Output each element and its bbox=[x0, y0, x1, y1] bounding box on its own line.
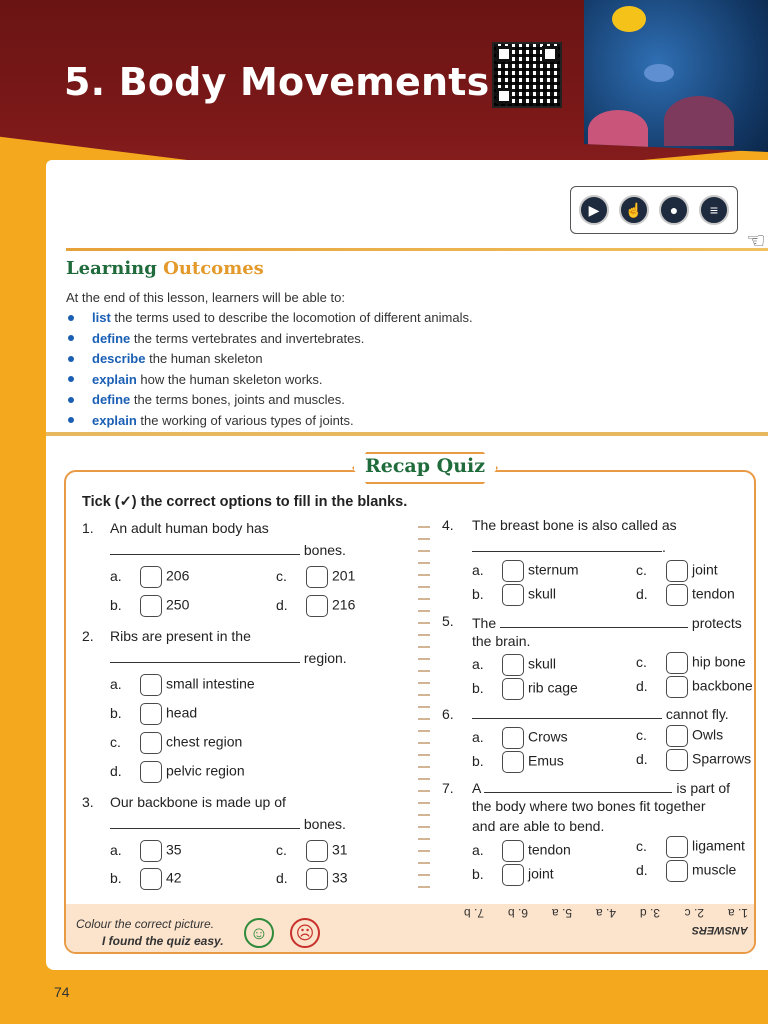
checkbox[interactable] bbox=[666, 560, 688, 582]
option-a[interactable]: a. Crows bbox=[472, 727, 568, 749]
checkbox[interactable] bbox=[306, 566, 328, 588]
option-d[interactable]: d. 216 bbox=[276, 595, 355, 617]
option-a[interactable]: a. tendon bbox=[472, 840, 571, 862]
checkbox[interactable] bbox=[666, 676, 688, 698]
smiley-face-icon[interactable]: ☺ bbox=[244, 918, 274, 948]
checkbox[interactable] bbox=[140, 732, 162, 754]
option-b[interactable]: b. skull bbox=[472, 584, 556, 606]
checkbox[interactable] bbox=[140, 566, 162, 588]
divider bbox=[66, 248, 768, 251]
question-text: A is part of bbox=[472, 780, 731, 796]
question-text: The breast bone is also called as bbox=[472, 517, 677, 533]
question-number: 1. bbox=[82, 520, 94, 536]
checkbox[interactable] bbox=[666, 652, 688, 674]
option-c[interactable]: c. ligament bbox=[636, 836, 745, 858]
list-item: explain the working of various types of joints. bbox=[66, 411, 473, 432]
checkbox[interactable] bbox=[502, 840, 524, 862]
question-text-line2: the body where two bones fit together bbox=[472, 798, 706, 814]
question-blank-line: cannot fly. bbox=[472, 704, 729, 722]
question-text-line3: and are able to bend. bbox=[472, 818, 605, 834]
option-a[interactable]: a. small intestine bbox=[110, 674, 255, 696]
option-c[interactable]: c. 201 bbox=[276, 566, 355, 588]
question-text: Ribs are present in the bbox=[110, 628, 251, 644]
chapter-title: 5. Body Movements bbox=[64, 60, 490, 104]
question-blank-line: bones. bbox=[110, 540, 346, 558]
option-d[interactable]: d. Sparrows bbox=[636, 749, 751, 771]
list-item: define the terms vertebrates and invertebrates. bbox=[66, 329, 473, 350]
checkbox[interactable] bbox=[666, 725, 688, 747]
option-b[interactable]: b. joint bbox=[472, 864, 554, 886]
quiz-instruction: Tick (✓) the correct options to fill in the blanks. bbox=[82, 494, 408, 510]
option-b[interactable]: b. 42 bbox=[110, 868, 182, 890]
option-d[interactable]: d. 33 bbox=[276, 868, 348, 890]
pointing-hand-icon: ☜ bbox=[746, 228, 766, 253]
checkbox[interactable] bbox=[306, 840, 328, 862]
checkbox[interactable] bbox=[666, 836, 688, 858]
notes-icon[interactable]: ≡ bbox=[699, 195, 729, 225]
checkbox[interactable] bbox=[140, 703, 162, 725]
column-divider bbox=[418, 520, 430, 890]
option-d[interactable]: d. pelvic region bbox=[110, 761, 245, 783]
checkbox[interactable] bbox=[502, 654, 524, 676]
option-d[interactable]: d. backbone bbox=[636, 676, 753, 698]
checkbox[interactable] bbox=[666, 749, 688, 771]
checkbox[interactable] bbox=[502, 584, 524, 606]
option-b[interactable]: b. head bbox=[110, 703, 197, 725]
qr-code[interactable] bbox=[492, 42, 562, 108]
divider bbox=[46, 432, 768, 436]
interactive-icon[interactable]: ☝ bbox=[619, 195, 649, 225]
video-icon[interactable]: ▶ bbox=[579, 195, 609, 225]
checkbox[interactable] bbox=[140, 840, 162, 862]
question-blank-line: . bbox=[472, 537, 666, 555]
list-item: list the terms used to describe the locomotion of different animals. bbox=[66, 308, 473, 329]
person-icon[interactable]: ● bbox=[659, 195, 689, 225]
learning-outcomes-list bbox=[66, 308, 473, 431]
question-text: Our backbone is made up of bbox=[110, 794, 286, 810]
page-number: 74 bbox=[54, 984, 70, 1000]
learning-outcomes-intro: At the end of this lesson, learners will be able to: bbox=[66, 290, 345, 305]
option-c[interactable]: c. 31 bbox=[276, 840, 348, 862]
question-number: 3. bbox=[82, 794, 94, 810]
checkbox[interactable] bbox=[140, 674, 162, 696]
checkbox[interactable] bbox=[306, 868, 328, 890]
question-text: The protects bbox=[472, 615, 742, 631]
question-blank-line: region. bbox=[110, 648, 347, 666]
checkbox[interactable] bbox=[666, 860, 688, 882]
option-d[interactable]: d. muscle bbox=[636, 860, 736, 882]
option-a[interactable]: a. skull bbox=[472, 654, 556, 676]
option-c[interactable]: c. joint bbox=[636, 560, 718, 582]
question-text-line2: the brain. bbox=[472, 633, 531, 649]
option-b[interactable]: b. Emus bbox=[472, 751, 564, 773]
question-number: 7. bbox=[442, 780, 454, 796]
checkbox[interactable] bbox=[502, 678, 524, 700]
coral-reef-picture bbox=[584, 0, 768, 160]
checkbox[interactable] bbox=[140, 595, 162, 617]
checkbox[interactable] bbox=[502, 727, 524, 749]
question-number: 4. bbox=[442, 517, 454, 533]
sad-face-icon[interactable]: ☹ bbox=[290, 918, 320, 948]
resource-icons bbox=[570, 186, 738, 234]
question-text: An adult human body has bbox=[110, 520, 269, 536]
answer-key: ANSWERS 1. a2. c3. d4. a5. a6. b7. b bbox=[463, 906, 748, 936]
colour-instruction: Colour the correct picture. bbox=[76, 917, 215, 931]
question-number: 2. bbox=[82, 628, 94, 644]
question-number: 5. bbox=[442, 613, 454, 629]
checkbox[interactable] bbox=[306, 595, 328, 617]
learning-outcomes-heading: Learning Outcomes bbox=[66, 258, 264, 279]
checkbox[interactable] bbox=[502, 864, 524, 886]
checkbox[interactable] bbox=[140, 868, 162, 890]
question-number: 6. bbox=[442, 706, 454, 722]
option-b[interactable]: b. 250 bbox=[110, 595, 189, 617]
checkbox[interactable] bbox=[502, 560, 524, 582]
option-c[interactable]: c. chest region bbox=[110, 732, 242, 754]
checkbox[interactable] bbox=[666, 584, 688, 606]
option-b[interactable]: b. rib cage bbox=[472, 678, 578, 700]
question-blank-line: bones. bbox=[110, 814, 346, 832]
option-c[interactable]: c. hip bone bbox=[636, 652, 746, 674]
list-item: define the terms bones, joints and muscles. bbox=[66, 390, 473, 411]
list-item: describe the human skeleton bbox=[66, 349, 473, 370]
checkbox[interactable] bbox=[502, 751, 524, 773]
checkbox[interactable] bbox=[140, 761, 162, 783]
option-a[interactable]: a. 206 bbox=[110, 566, 189, 588]
list-item: explain how the human skeleton works. bbox=[66, 370, 473, 391]
self-assessment-text: I found the quiz easy. bbox=[102, 934, 224, 948]
option-a[interactable]: a. sternum bbox=[472, 560, 579, 582]
option-a[interactable]: a. 35 bbox=[110, 840, 182, 862]
option-c[interactable]: c. Owls bbox=[636, 725, 723, 747]
option-d[interactable]: d. tendon bbox=[636, 584, 735, 606]
recap-quiz-title: Recap Quiz bbox=[352, 452, 498, 484]
